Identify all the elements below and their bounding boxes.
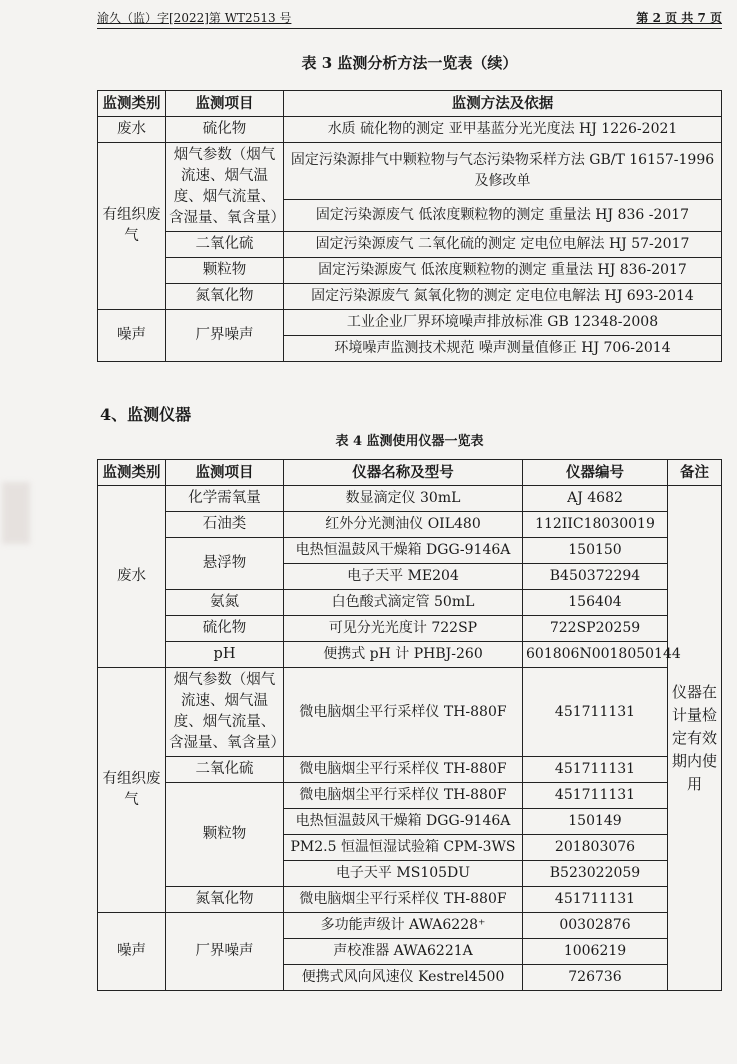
instrument-id-cell: 112IIC18030019 (523, 512, 668, 538)
table-row (98, 143, 722, 200)
instrument-name-cell: 电子天平 MS105DU (284, 861, 523, 887)
remark-cell: 仪器在计量检定有效期内使用 (668, 486, 722, 991)
method-cell: 水质 硫化物的测定 亚甲基蓝分光光度法 HJ 1226-2021 (284, 117, 722, 143)
table-row (98, 284, 722, 310)
column-header: 监测项目 (166, 91, 284, 117)
table-row (98, 486, 722, 512)
item-cell: 厂界噪声 (166, 913, 284, 991)
table-row (98, 590, 722, 616)
scan-artifact (2, 482, 30, 544)
table-row (98, 913, 722, 939)
item-cell: 二氧化硫 (166, 232, 284, 258)
instrument-id-cell: 1006219 (523, 939, 668, 965)
column-header: 监测项目 (166, 460, 284, 486)
item-cell: 石油类 (166, 512, 284, 538)
instrument-name-cell: 电子天平 ME204 (284, 564, 523, 590)
method-cell: 固定污染源废气 低浓度颗粒物的测定 重量法 HJ 836-2017 (284, 258, 722, 284)
instrument-name-cell: 微电脑烟尘平行采样仪 TH-880F (284, 887, 523, 913)
instrument-id-cell: 451711131 (523, 783, 668, 809)
instrument-id-cell: 150149 (523, 809, 668, 835)
category-cell: 废水 (98, 486, 166, 668)
page-number: 第 2 页 共 7 页 (636, 11, 722, 25)
instrument-id-cell: AJ 4682 (523, 486, 668, 512)
table-row (98, 668, 722, 757)
table-row (98, 783, 722, 809)
column-header: 仪器编号 (523, 460, 668, 486)
instrument-name-cell: 多功能声级计 AWA6228⁺ (284, 913, 523, 939)
method-cell: 环境噪声监测技术规范 噪声测量值修正 HJ 706-2014 (284, 336, 722, 362)
item-cell: 化学需氧量 (166, 486, 284, 512)
item-cell: 颗粒物 (166, 783, 284, 887)
column-header: 监测类别 (98, 91, 166, 117)
instrument-id-cell: 201803076 (523, 835, 668, 861)
section-heading: 4、监测仪器 (100, 405, 192, 424)
category-cell: 废水 (98, 117, 166, 143)
table-row (98, 310, 722, 336)
item-cell: 烟气参数（烟气流速、烟气温度、烟气流量、含湿量、氧含量） (166, 143, 284, 232)
category-cell: 有组织废气 (98, 668, 166, 913)
table4-instruments (97, 459, 722, 991)
table-row (98, 117, 722, 143)
instrument-name-cell: 红外分光测油仪 OIL480 (284, 512, 523, 538)
instrument-name-cell: 声校准器 AWA6221A (284, 939, 523, 965)
instrument-name-cell: 白色酸式滴定管 50mL (284, 590, 523, 616)
item-cell: 烟气参数（烟气流速、烟气温度、烟气流量、含湿量、氧含量） (166, 668, 284, 757)
item-cell: 氮氧化物 (166, 887, 284, 913)
column-header: 监测类别 (98, 460, 166, 486)
table-row (98, 757, 722, 783)
method-cell: 工业企业厂界环境噪声排放标准 GB 12348-2008 (284, 310, 722, 336)
instrument-name-cell: 微电脑烟尘平行采样仪 TH-880F (284, 783, 523, 809)
table-row (98, 538, 722, 564)
instrument-id-cell: 451711131 (523, 668, 668, 757)
item-cell: 颗粒物 (166, 258, 284, 284)
instrument-name-cell: PM2.5 恒温恒湿试验箱 CPM-3WS (284, 835, 523, 861)
instrument-name-cell: 微电脑烟尘平行采样仪 TH-880F (284, 757, 523, 783)
instrument-name-cell: 便携式 pH 计 PHBJ-260 (284, 642, 523, 668)
category-cell: 有组织废气 (98, 143, 166, 310)
instrument-name-cell: 数显滴定仪 30mL (284, 486, 523, 512)
instrument-id-cell: 722SP20259 (523, 616, 668, 642)
table-row (98, 258, 722, 284)
instrument-name-cell: 微电脑烟尘平行采样仪 TH-880F (284, 668, 523, 757)
table-row (98, 887, 722, 913)
table4-title: 表 4 监测使用仪器一览表 (335, 434, 484, 449)
item-cell: 厂界噪声 (166, 310, 284, 362)
instrument-name-cell: 便携式风向风速仪 Kestrel4500 (284, 965, 523, 991)
table3-title: 表 3 监测分析方法一览表（续） (301, 54, 518, 72)
category-cell: 噪声 (98, 913, 166, 991)
instrument-name-cell: 可见分光光度计 722SP (284, 616, 523, 642)
item-cell: pH (166, 642, 284, 668)
column-header: 仪器名称及型号 (284, 460, 523, 486)
item-cell: 硫化物 (166, 117, 284, 143)
table-row (98, 616, 722, 642)
instrument-id-cell: 451711131 (523, 887, 668, 913)
method-cell: 固定污染源废气 低浓度颗粒物的测定 重量法 HJ 836 -2017 (284, 200, 722, 232)
table3-methods (97, 90, 722, 362)
table-row (98, 512, 722, 538)
page-header (97, 8, 722, 29)
item-cell: 悬浮物 (166, 538, 284, 590)
instrument-name-cell: 电热恒温鼓风干燥箱 DGG-9146A (284, 538, 523, 564)
instrument-id-cell: B450372294 (523, 564, 668, 590)
instrument-id-cell: 601806N0018050144 (523, 642, 668, 668)
instrument-name-cell: 电热恒温鼓风干燥箱 DGG-9146A (284, 809, 523, 835)
method-cell: 固定污染源废气 氮氧化物的测定 定电位电解法 HJ 693-2014 (284, 284, 722, 310)
column-header: 监测方法及依据 (284, 91, 722, 117)
item-cell: 硫化物 (166, 616, 284, 642)
category-cell: 噪声 (98, 310, 166, 362)
item-cell: 氮氧化物 (166, 284, 284, 310)
document-number: 渝久（监）字[2022]第 WT2513 号 (97, 11, 292, 25)
item-cell: 氨氮 (166, 590, 284, 616)
item-cell: 二氧化硫 (166, 757, 284, 783)
method-cell: 固定污染源排气中颗粒物与气态污染物采样方法 GB/T 16157-1996 及修改单 (284, 143, 722, 200)
column-header: 备注 (668, 460, 722, 486)
table-row (98, 642, 722, 668)
instrument-id-cell: B523022059 (523, 861, 668, 887)
instrument-id-cell: 00302876 (523, 913, 668, 939)
instrument-id-cell: 150150 (523, 538, 668, 564)
instrument-id-cell: 156404 (523, 590, 668, 616)
table-row (98, 232, 722, 258)
instrument-id-cell: 451711131 (523, 757, 668, 783)
method-cell: 固定污染源废气 二氧化硫的测定 定电位电解法 HJ 57-2017 (284, 232, 722, 258)
instrument-id-cell: 726736 (523, 965, 668, 991)
